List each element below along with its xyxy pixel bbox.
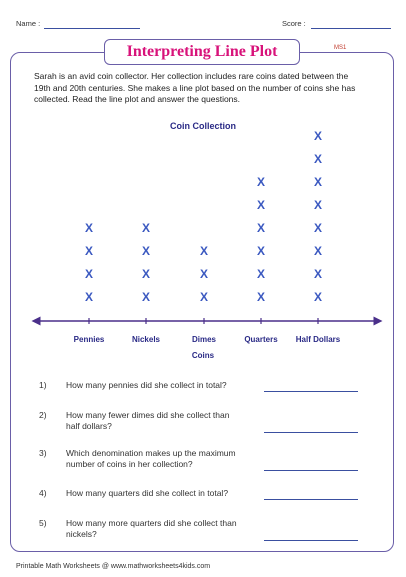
plot-x-mark: X <box>141 267 151 281</box>
plot-x-mark: X <box>199 290 209 304</box>
intro-line: 19th and 20th centuries. She makes a line plot based on the number of coins she has <box>34 82 356 93</box>
question-number: 3) <box>39 448 47 458</box>
question-number: 5) <box>39 518 47 528</box>
plot-x-mark: X <box>313 152 323 166</box>
category-label: Quarters <box>244 335 278 344</box>
plot-x-mark: X <box>84 267 94 281</box>
answer-line[interactable] <box>264 391 358 392</box>
plot-x-mark: X <box>84 244 94 258</box>
score-label: Score : <box>282 19 306 28</box>
category-label: Dimes <box>191 335 217 344</box>
question-text <box>66 410 256 432</box>
footer-site-link[interactable]: www.mathworksheets4kids.com <box>110 563 211 570</box>
footer-prefix: Printable Math Worksheets @ <box>16 563 111 570</box>
question-line: How many pennies did she collect in total? <box>66 380 227 390</box>
question-number: 1) <box>39 380 47 390</box>
plot-x-mark: X <box>141 221 151 235</box>
plot-x-mark: X <box>256 267 266 281</box>
question-line: How many fewer dimes did she collect than <box>66 410 230 420</box>
plot-x-mark: X <box>256 175 266 189</box>
worksheet-title: Interpreting Line Plot <box>126 43 278 60</box>
question-line: half dollars? <box>66 421 112 431</box>
footer <box>16 563 210 570</box>
plot-x-mark: X <box>256 198 266 212</box>
question-text <box>66 448 256 470</box>
name-label: Name : <box>16 19 41 28</box>
plot-x-mark: X <box>313 267 323 281</box>
x-axis-label: Coins <box>191 351 215 360</box>
question-line: number of coins in her collection? <box>66 459 193 469</box>
question-text <box>66 488 256 499</box>
question-text <box>66 518 256 540</box>
category-label: Pennies <box>73 335 105 344</box>
plot-x-mark: X <box>313 129 323 143</box>
category-label: Nickels <box>131 335 161 344</box>
plot-x-mark: X <box>141 244 151 258</box>
answer-line[interactable] <box>264 540 358 541</box>
plot-x-mark: X <box>313 244 323 258</box>
plot-x-mark: X <box>84 290 94 304</box>
chart-title: Coin Collection <box>170 121 236 131</box>
answer-line[interactable] <box>264 432 358 433</box>
plot-x-mark: X <box>256 244 266 258</box>
question-line: How many quarters did she collect in total? <box>66 488 229 498</box>
intro-line: collected. Read the line plot and answer the questions. <box>34 94 241 104</box>
plot-x-mark: X <box>84 221 94 235</box>
plot-x-mark: X <box>256 221 266 235</box>
plot-x-mark: X <box>313 175 323 189</box>
plot-x-mark: X <box>256 290 266 304</box>
worksheet-code: MS1 <box>334 45 347 51</box>
question-line: nickels? <box>66 529 97 539</box>
plot-x-mark: X <box>313 290 323 304</box>
question-text <box>66 380 256 391</box>
question-number: 4) <box>39 488 47 498</box>
plot-x-mark: X <box>199 244 209 258</box>
answer-line[interactable] <box>264 470 358 471</box>
question-line: How many more quarters did she collect than <box>66 518 237 528</box>
plot-x-mark: X <box>199 267 209 281</box>
plot-x-mark: X <box>313 221 323 235</box>
category-label: Half Dollars <box>295 335 341 344</box>
intro-line: Sarah is an avid coin collector. Her collection includes rare coins dated between the <box>34 71 349 81</box>
question-line: Which denomination makes up the maximum <box>66 448 236 458</box>
plot-x-mark: X <box>141 290 151 304</box>
plot-x-mark: X <box>313 198 323 212</box>
answer-line[interactable] <box>264 499 358 500</box>
question-number: 2) <box>39 410 47 420</box>
